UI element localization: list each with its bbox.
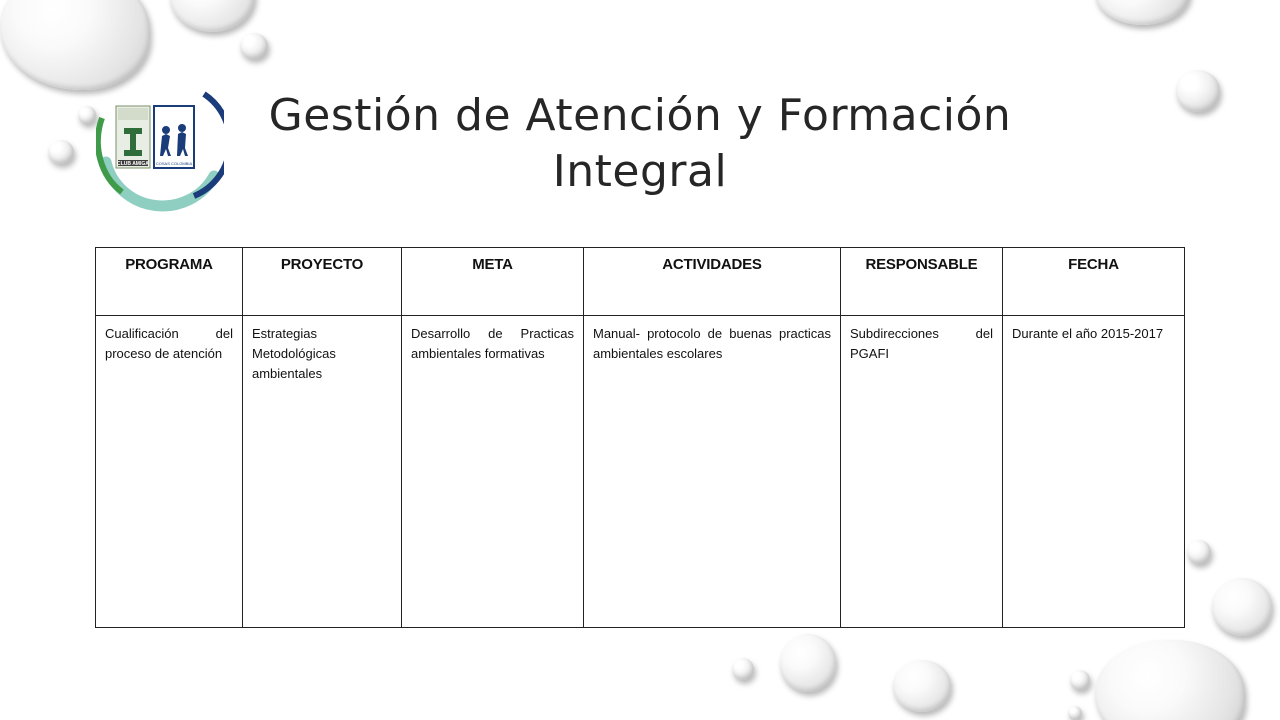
water-drop-decoration [1095, 0, 1190, 25]
logo-right-caption: COSAS COLOMBIA [155, 161, 193, 166]
plan-table [95, 247, 1185, 628]
water-drop-decoration [1176, 70, 1220, 112]
header-fecha: FECHA [1003, 248, 1185, 316]
water-drop-decoration [1212, 578, 1272, 636]
water-drop-decoration [1068, 706, 1082, 720]
table-row [96, 316, 1185, 628]
water-drop-decoration [732, 658, 754, 680]
water-drop-decoration [1187, 540, 1211, 564]
water-drop-decoration [170, 0, 255, 32]
header-programa: PROGRAMA [96, 248, 243, 316]
header-actividades: ACTIVIDADES [584, 248, 841, 316]
header-responsable: RESPONSABLE [841, 248, 1003, 316]
cell-responsable: Subdirecciones del PGAFI [841, 316, 1003, 628]
water-drop-decoration [0, 0, 150, 90]
water-drop-decoration [240, 33, 268, 59]
cell-actividades: Manual- protocolo de buenas practicas ambientales escolares [584, 316, 841, 628]
water-drop-decoration [893, 660, 951, 712]
cell-fecha: Durante el año 2015-2017 [1003, 316, 1185, 628]
water-drop-decoration [48, 140, 74, 164]
water-drop-decoration [780, 634, 836, 692]
cell-programa: Cualificación del proceso de atención [96, 316, 243, 628]
cell-meta: Desarrollo de Practicas ambientales formativas [402, 316, 584, 628]
logo-left-caption: CLUB AMIGA [117, 161, 149, 167]
institution-logo [96, 84, 224, 216]
table-header-row [96, 248, 1185, 316]
header-proyecto: PROYECTO [243, 248, 402, 316]
cell-proyecto: Estrategias Metodológicas ambientales [243, 316, 402, 628]
water-drop-decoration [1095, 640, 1245, 720]
header-meta: META [402, 248, 584, 316]
water-drop-decoration [1070, 670, 1090, 690]
slide-title: Gestión de Atención y Formación Integral [268, 90, 1012, 197]
water-drop-decoration [78, 106, 96, 124]
